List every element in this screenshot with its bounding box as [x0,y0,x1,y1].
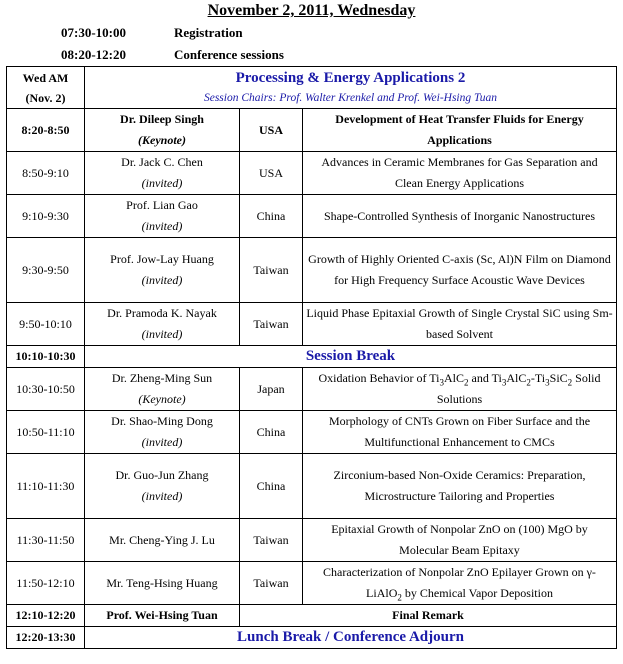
talk-title-cell: Oxidation Behavior of $Ti_3AlC_2$ and $Ti_3AlC_2-Ti_3SiC_2$ Solid Solutions [303,368,617,411]
session-header-row [7,67,617,109]
speaker-role: (Keynote) [138,133,186,147]
talk-title-cell: Development of Heat Transfer Fluids for Energy Applications [303,109,617,152]
day-title: November 2, 2011, Wednesday [207,2,416,19]
country-cell: China [240,454,303,519]
talk-title-cell: Characterization of Nonpolar ZnO Epilayer Grown on γ-LiAlO$_2$ by Chemical Vapor Deposition [303,562,617,605]
lunch-time: 12:20-13:30 [7,627,85,649]
time-cell: 8:20-8:50 [7,109,85,152]
pre-item-label: Conference sessions [174,47,284,62]
table-row [7,152,617,195]
country-cell: USA [240,152,303,195]
talk-title-cell: Epitaxial Growth of Nonpolar ZnO on (100) MgO by Molecular Beam Epitaxy [303,519,617,562]
pre-item-sessions [61,47,284,63]
table-row [7,195,617,238]
speaker-name: Dr. Jack C. Chen [121,155,203,169]
session-table [6,66,617,649]
pre-item-registration [61,25,243,41]
table-row [7,519,617,562]
remark-speaker: Prof. Wei-Hsing Tuan [85,605,240,627]
lunch-row [7,627,617,649]
speaker-role: (Keynote) [138,392,186,406]
speaker-role: (invited) [141,273,183,287]
speaker-cell [85,454,240,519]
speaker-name: Dr. Shao-Ming Dong [111,414,213,428]
country-cell: Taiwan [240,238,303,303]
speaker-role: (invited) [141,176,183,190]
speaker-cell [85,195,240,238]
session-chairs: Session Chairs: Prof. Walter Krenkel and Prof. Wei-Hsing Tuan [203,91,498,104]
session-date: (Nov. 2) [25,90,66,105]
talk-title-cell: Growth of Highly Oriented C-axis (Sc, Al)N Film on Diamond for High Frequency Surface Acoustic Wave Devices [303,238,617,303]
talk-title-cell: Advances in Ceramic Membranes for Gas Separation and Clean Energy Applications [303,152,617,195]
speaker-name: Dr. Zheng-Ming Sun [111,371,213,385]
table-row [7,368,617,411]
pre-item-time: 07:30-10:00 [61,25,126,40]
country-cell: China [240,195,303,238]
table-row [7,562,617,605]
speaker-role: (invited) [141,327,183,341]
time-cell: 9:50-10:10 [7,303,85,346]
table-row [7,454,617,519]
break-row [7,346,617,368]
speaker-cell [85,109,240,152]
country-cell: China [240,411,303,454]
country-cell: Taiwan [240,519,303,562]
speaker-name: Dr. Guo-Jun Zhang [115,468,209,482]
talk-title-cell: Shape-Controlled Synthesis of Inorganic Nanostructures [303,195,617,238]
speaker-cell [85,238,240,303]
pre-item-label: Registration [174,25,243,40]
time-cell: 8:50-9:10 [7,152,85,195]
time-cell: 10:50-11:10 [7,411,85,454]
country-cell: Taiwan [240,562,303,605]
time-cell: 11:30-11:50 [7,519,85,562]
time-cell: 11:50-12:10 [7,562,85,605]
remark-row [7,605,617,627]
table-row [7,109,617,152]
country-cell: USA [240,109,303,152]
session-day-cell [7,67,85,109]
speaker-cell [85,411,240,454]
session-title-cell [85,67,617,109]
table-row [7,411,617,454]
time-cell: 9:10-9:30 [7,195,85,238]
speaker-cell: Mr. Teng-Hsing Huang [85,562,240,605]
table-row [7,238,617,303]
remark-time: 12:10-12:20 [7,605,85,627]
time-cell: 10:30-10:50 [7,368,85,411]
speaker-role: (invited) [141,489,183,503]
speaker-cell [85,303,240,346]
talk-title-cell: Zirconium-based Non-Oxide Ceramics: Preparation, Microstructure Tailoring and Properties [303,454,617,519]
talk-title-cell: Morphology of CNTs Grown on Fiber Surface and the Multifunctional Enhancement to CMCs [303,411,617,454]
speaker-role: (invited) [141,219,183,233]
pre-item-time: 08:20-12:20 [61,47,126,62]
break-label: Session Break [85,346,617,368]
talk-title-cell: Liquid Phase Epitaxial Growth of Single Crystal SiC using Sm-based Solvent [303,303,617,346]
session-day: Wed AM [22,70,69,85]
speaker-name: Dr. Dileep Singh [120,112,204,126]
speaker-name: Prof. Lian Gao [126,198,198,212]
speaker-cell: Mr. Cheng-Ying J. Lu [85,519,240,562]
speaker-cell [85,152,240,195]
break-time: 10:10-10:30 [7,346,85,368]
country-cell: Japan [240,368,303,411]
speaker-cell [85,368,240,411]
time-cell: 9:30-9:50 [7,238,85,303]
speaker-role: (invited) [141,435,183,449]
time-cell: 11:10-11:30 [7,454,85,519]
table-row [7,303,617,346]
lunch-label: Lunch Break / Conference Adjourn [85,627,617,649]
speaker-name: Prof. Jow-Lay Huang [110,252,214,266]
remark-label: Final Remark [240,605,617,627]
speaker-name: Dr. Pramoda K. Nayak [107,306,217,320]
session-title: Processing & Energy Applications 2 [235,69,466,86]
country-cell: Taiwan [240,303,303,346]
